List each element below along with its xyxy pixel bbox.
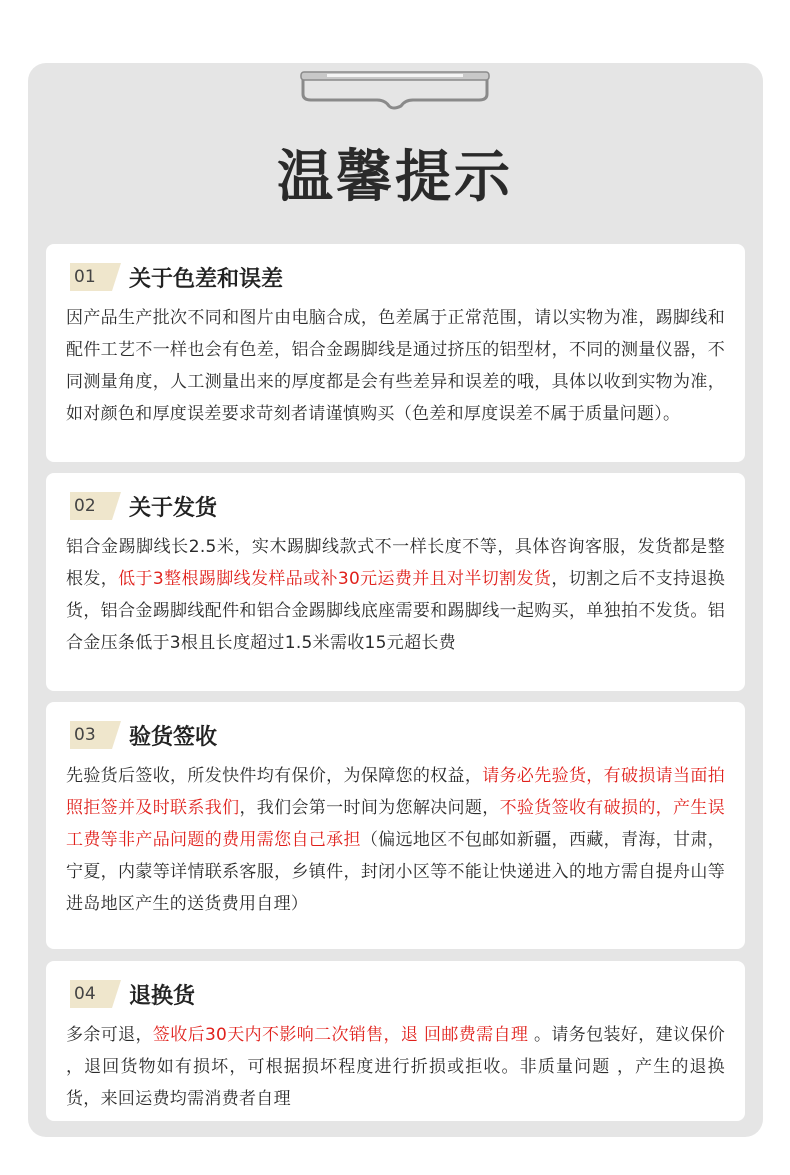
section-header (70, 978, 725, 1010)
body-text: 先验货后签收，所发快件均有保价，为保障您的权益， (66, 766, 483, 786)
section-card-inspection (46, 702, 745, 949)
section-number: 04 (70, 980, 112, 1008)
section-number: 01 (70, 263, 112, 291)
section-header (70, 261, 725, 293)
body-text: 。请务包装好，建议保价 ，退回货物如有损坏，可根据损坏程度进行折损或拒收。非质量问题 ，产生的退换货，来回运费均需消费者自理 (66, 1025, 726, 1109)
body-text: ，切割之后不支持退换货，铝合金踢脚线配件和铝合金踢脚线底座需要和踢脚线一起购买，单独拍不发货。铝合金压条低于3根且长度超过1.5米需收15元超长费 (66, 569, 726, 653)
section-title: 退换货 (129, 983, 196, 1009)
section-body (66, 531, 725, 659)
section-card-color-difference (46, 244, 745, 462)
section-number: 03 (70, 721, 112, 749)
highlight-text: 低于3整根踢脚线发样品或补30元运费并且对半切割发货 (118, 569, 552, 589)
body-text: 铝合金踢脚线长2.5米，实木踢脚线款式不一样长度不等，具体咨询客服，发货都是整根发， (66, 537, 725, 589)
highlight-text: 请务必先验货，有破损请当面拍照拒签并及时联系我们 (66, 766, 725, 818)
clipboard-clip-icon (297, 68, 493, 112)
section-header (70, 719, 725, 751)
highlight-text: 不验货签收有破损的，产生误工费等非产品问题的费用需您自己承担 (66, 798, 726, 850)
section-body (66, 760, 725, 920)
section-title: 验货签收 (129, 724, 218, 750)
section-body (66, 1019, 725, 1115)
section-number: 02 (70, 492, 112, 520)
body-text: 多余可退， (66, 1025, 153, 1045)
section-body (66, 302, 725, 430)
body-text: ，我们会第一时间为您解决问题， (239, 798, 500, 818)
section-title: 关于发货 (129, 495, 218, 521)
section-card-returns (46, 961, 745, 1121)
section-title: 关于色差和误差 (129, 266, 284, 292)
body-text: （偏远地区不包邮如新疆，西藏，青海，甘肃，宁夏，内蒙等详情联系客服，乡镇件，封闭小区等不能让快递进入的地方需自提舟山等进岛地区产生的送货费用自理） (66, 830, 725, 914)
section-header (70, 490, 725, 522)
section-card-shipping (46, 473, 745, 691)
highlight-text: 签收后30天内不影响二次销售，退 回邮费需自理 (152, 1025, 529, 1045)
body-text: 因产品生产批次不同和图片由电脑合成，色差属于正常范围，请以实物为准，踢脚线和配件工艺不一样也会有色差，铝合金踢脚线是通过挤压的铝型材，不同的测量仪器，不同测量角度，人工测量出来的厚度都是会有些差异和误差的哦，具体以收到实物为准，如对颜色和厚度误差要求苛刻者请谨慎购买（色差和厚度误差不属于质量问题）。 (66, 308, 725, 424)
page-title: 温馨提示 (277, 145, 513, 210)
